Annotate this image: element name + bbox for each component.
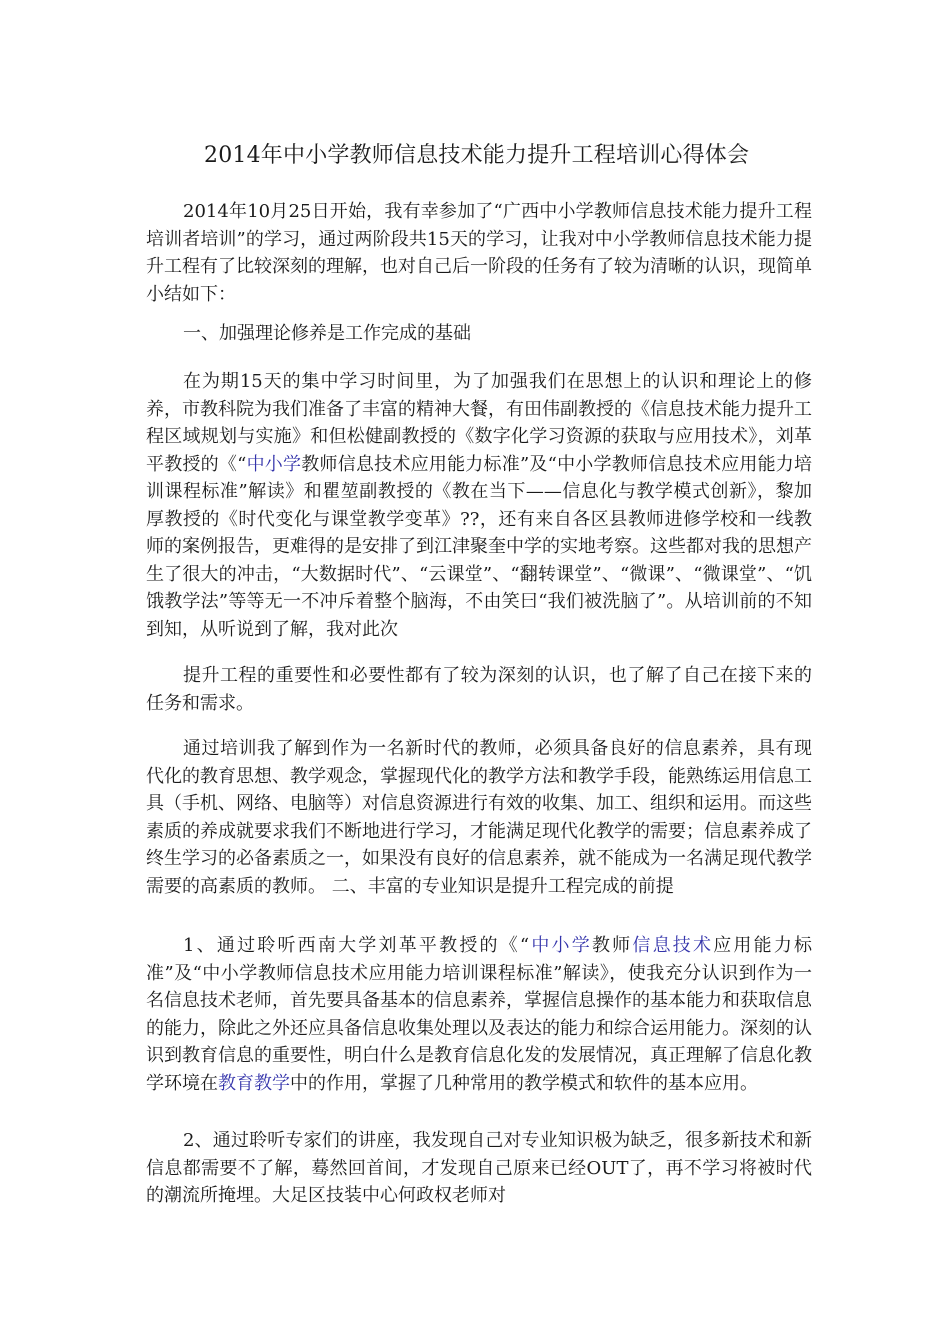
paragraph-text: 2014年10月25日开始，我有幸参加了“广西中小学教师信息技术能力提升工程培训者培训”的学习，通过两阶段共15天的学习，让我对中小学教师信息技术能力提升工程有了比较深刻的理解，也对自己后一阶段的任务有了较为清晰的认识，现简单小结如下： <box>146 201 812 305</box>
text-run: 应用能力标准”及“中小学教师信息技术应用能力培训课程标准”解读》，使我充分认识到作为一名信息技术老师，首先要具备基本的信息素养，掌握信息操作的基本能力和获取信息的能力，除此之外还应具备信息收集处理以及表达的能力和综合运用能力。深刻的认识到教育信息的重要性，明白什么是教育信息化发的发展情况，真正理解了信息化教学环境在 <box>146 935 813 1094</box>
hyperlink-xinxijishu[interactable]: 信息技术 <box>632 935 714 956</box>
paragraph-information-literacy <box>146 735 812 900</box>
paragraph-intro <box>146 198 812 308</box>
paragraph-text: 提升工程的重要性和必要性都有了较为深刻的认识，也了解了自己在接下来的任务和需求。 <box>146 665 812 714</box>
paragraph-text: 2、通过聆听专家们的讲座，我发现自己对专业知识极为缺乏，很多新技术和新信息都需要不了解，蓦然回首间，才发现自己原来已经OUT了，再不学习将被时代的潮流所掩埋。大足区技装中心何政权老师对 <box>146 1130 812 1206</box>
document-title: 2014年中小学教师信息技术能力提升工程培训心得体会 <box>204 143 750 168</box>
section-heading-1 <box>146 320 812 348</box>
paragraph-text: 通过培训我了解到作为一名新时代的教师，必须具备良好的信息素养，具有现代化的教育思想、教学观念，掌握现代化的教学方法和教学手段，能熟练运用信息工具（手机、网络、电脑等）对信息资源进行有效的收集、加工、组织和运用。而这些素质的养成就要求我们不断地进行学习，才能满足现代化教学的需要；信息素养成了终生学习的必备素质之一，如果没有良好的信息素养，就不能成为一名满足现代教学需要的高素质的教师。 二、丰富的专业知识是提升工程完成的前提 <box>146 738 812 897</box>
paragraph-text <box>146 932 812 1097</box>
paragraph-importance <box>146 662 812 717</box>
hyperlink-zhongxiaoxue[interactable]: 中小学 <box>529 935 592 956</box>
paragraph-training-content <box>146 368 812 643</box>
paragraph-text <box>146 368 812 643</box>
text-run: 在为期15天的集中学习时间里，为了加强我们在思想上的认识和理论上的修养，市教科院为我们准备了丰富的精神大餐，有田伟副教授的《信息技术能力提升工程区域规划与实施》和但松健副教授的《数字化学习资源的获取与应用技术》，刘革平教授的《“ <box>146 371 812 475</box>
text-run: 教师信息技术应用能力标准”及“中小学教师信息技术应用能力培训课程标准”解读》和瞿堃副教授的《教在当下——信息化与教学模式创新》，黎加厚教授的《时代变化与课堂教学变革》??，还有来自各区县教师进修学校和一线教师的案例报告，更难得的是安排了到江津聚奎中学的实地考察。这些都对我的思想产生了很大的冲击，“大数据时代”、“云课堂”、“翻转课堂”、“微课”、“微课堂”、“饥饿教学法”等等无一不冲斥着整个脑海，不由笑曰“我们被洗脑了”。从培训前的不知到知，从听说到了解，我对此次 <box>146 453 813 640</box>
text-run: 1、通过聆听西南大学刘革平教授的《“ <box>183 935 530 956</box>
paragraph-item-1 <box>146 932 812 1097</box>
paragraph-item-2 <box>146 1127 812 1210</box>
text-run: 教师 <box>591 935 633 956</box>
hyperlink-jiaoyujiaoxue[interactable]: 教育教学 <box>218 1072 290 1094</box>
hyperlink-zhongxiaoxue[interactable]: 中小学 <box>246 453 302 475</box>
section-heading-text: 一、加强理论修养是工作完成的基础 <box>183 323 471 344</box>
text-run: 中的作用，掌握了几种常用的教学模式和软件的基本应用。 <box>290 1072 758 1094</box>
